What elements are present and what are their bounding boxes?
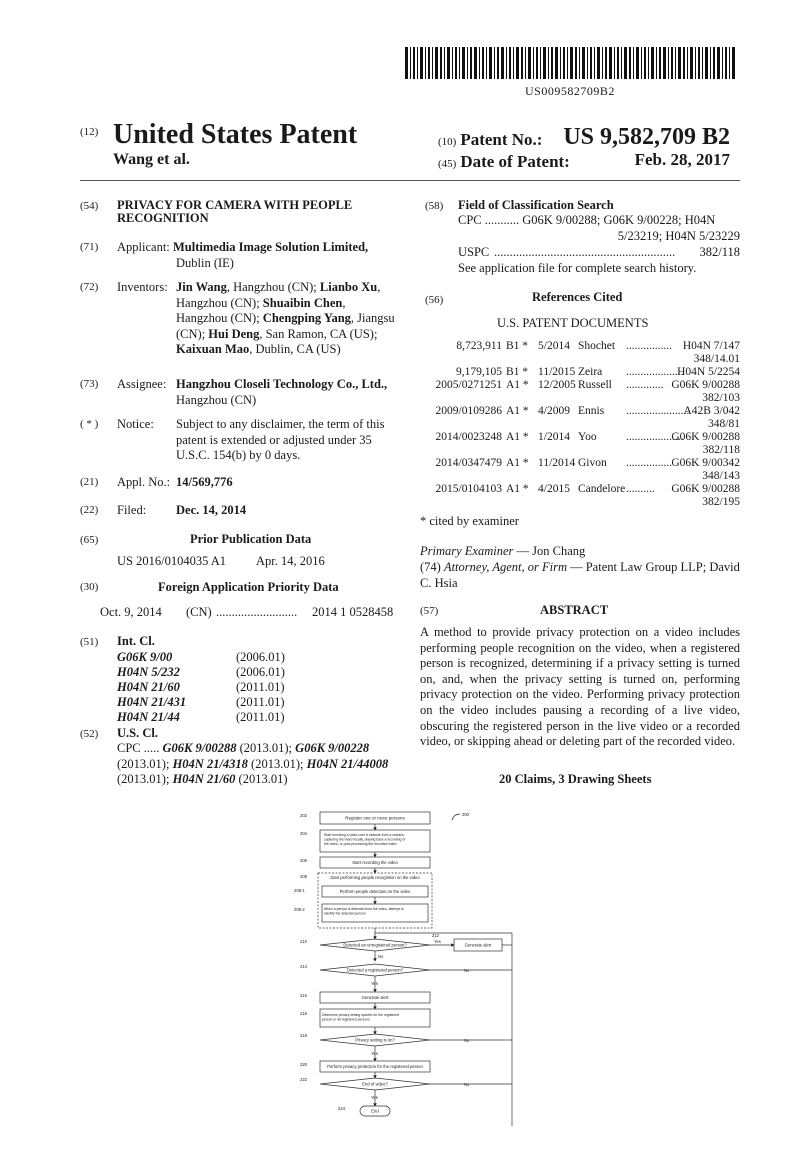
reference-dots: ......................	[626, 405, 690, 417]
filed-label: Filed:	[117, 503, 147, 517]
step-text: Register one or more persons	[345, 815, 405, 821]
reference-name: Russell	[578, 379, 612, 391]
reference-kind: B1 *	[506, 340, 529, 352]
us-patent-documents-heading: U.S. PATENT DOCUMENTS	[497, 316, 649, 330]
int-cl-class: G06K 9/00	[117, 650, 173, 664]
notice-label: Notice:	[117, 417, 154, 431]
no-label: No	[464, 1082, 470, 1087]
patent-type-title: United States Patent	[113, 119, 358, 150]
reference-class: G06K 9/00288	[671, 431, 740, 443]
applicant-location: Dublin (IE)	[176, 255, 234, 270]
reference-kind: A1 *	[506, 457, 529, 469]
inventor-name: Shuaibin Chen	[262, 295, 343, 310]
abstract-heading: ABSTRACT	[540, 603, 609, 617]
inventor-name: Chengping Yang	[262, 311, 351, 325]
decision-text: Privacy setting is on?	[355, 1037, 395, 1043]
step-text-line: identify the detected person	[324, 911, 366, 916]
step-ref: 218	[300, 1033, 307, 1038]
inventor-location: , San Ramon, CA (US);	[259, 326, 378, 341]
inventor-location: , Dublin, CA (US)	[249, 342, 341, 356]
int-cl-class: H04N 21/431	[117, 695, 187, 709]
reference-number: 2015/0104103	[435, 483, 502, 495]
inid-code-58: (58)	[425, 200, 444, 212]
no-label: No	[464, 1038, 470, 1043]
no-label: No	[464, 968, 470, 973]
cpc-version: (2013.01);	[236, 741, 296, 755]
reference-number: 2005/0271251	[435, 379, 502, 391]
no-label: No	[378, 954, 384, 959]
inid-code-72: (72)	[80, 281, 99, 293]
invention-title-line2: RECOGNITION	[117, 211, 209, 225]
step-text: Start recording the video	[352, 860, 398, 865]
step-ref: 206	[300, 858, 307, 863]
inid-code-71: (71)	[80, 241, 99, 253]
int-cl-version: (2006.01)	[236, 665, 285, 679]
step-ref: 204	[300, 831, 307, 836]
inid-code-51: (51)	[80, 636, 99, 648]
step-ref: 208-2	[294, 907, 305, 912]
references-heading: References Cited	[532, 290, 623, 304]
reference-class: H04N 7/147	[682, 340, 740, 352]
int-cl-class: H04N 21/44	[117, 710, 180, 724]
cited-by-examiner: * cited by examiner	[420, 514, 519, 528]
reference-subclass: 348/81	[708, 418, 740, 430]
fig-number: 200	[462, 812, 469, 817]
reference-kind: A1 *	[506, 405, 529, 417]
decision-text: Detected an unregistered person?	[343, 942, 407, 948]
reference-kind: A1 *	[506, 483, 529, 495]
reference-name: Ennis	[578, 405, 605, 417]
applicant-name: Multimedia Image Solution Limited,	[173, 240, 369, 254]
inid-code-22: (22)	[80, 504, 99, 516]
step-text: Perform privacy protection for the registered person	[327, 1064, 423, 1069]
int-cl-version: (2006.01)	[236, 650, 285, 664]
reference-dots: ....................	[626, 431, 684, 443]
primary-examiner-name: — Jon Chang	[513, 544, 586, 558]
reference-number: 2009/0109286	[435, 405, 502, 417]
us-cl-heading: U.S. Cl.	[117, 726, 158, 740]
reference-name: Candelore	[578, 483, 626, 495]
flowchart-svg	[282, 808, 522, 1148]
reference-subclass: 348/143	[702, 470, 740, 482]
claims-summary: 20 Claims, 3 Drawing Sheets	[499, 772, 652, 786]
assignee	[176, 377, 399, 408]
foreign-priority-date: Oct. 9, 2014	[100, 605, 162, 619]
inventor-location: , Hangzhou (CN);	[176, 280, 381, 310]
reference-subclass: 382/195	[702, 496, 740, 508]
int-cl-version: (2011.01)	[236, 695, 285, 709]
reference-class: G06K 9/00288	[671, 483, 740, 495]
int-cl-heading: Int. Cl.	[117, 634, 155, 648]
reference-kind: B1 *	[506, 366, 529, 378]
reference-row	[430, 431, 740, 457]
step-ref: 220	[300, 1062, 307, 1067]
notice-code: ( * )	[80, 418, 99, 430]
reference-date: 4/2015	[538, 483, 570, 495]
attorney	[420, 560, 750, 591]
applicant	[173, 240, 399, 271]
cpc-version: (2013.01);	[247, 756, 307, 771]
reference-class: A42B 3/042	[683, 405, 740, 417]
int-cl-version: (2011.01)	[236, 710, 285, 724]
yes-label: Yes	[434, 939, 441, 944]
reference-row	[430, 379, 740, 405]
step-text	[324, 833, 405, 846]
abstract-text: A method to provide privacy protection on a video includes performing people recognition on the video, when a registered person is recognized, determining if a privacy setting is turned on, and, when the privacy setting is turned on, performing privacy protection on the video. Performing privacy protection on the video includes pausing a recording of a live video, obscuring the registered person in the live video or a recorded video, or skipping ahead or deleting part of the recorded video.	[420, 625, 740, 749]
step-text-line: Determine privacy setting specific for the registered	[322, 1013, 400, 1017]
cpc-class: G06K 9/00288	[162, 741, 237, 755]
invention-title-line1: PRIVACY FOR CAMERA WITH PEOPLE	[117, 198, 353, 212]
assignee-location: Hangzhou (CN)	[176, 392, 257, 407]
inid-code-56: (56)	[425, 294, 444, 306]
inid-code-52: (52)	[80, 728, 99, 740]
applicant-label: Applicant:	[117, 240, 170, 254]
authors: Wang et al.	[113, 151, 190, 168]
attorney-label: Attorney, Agent, or Firm	[443, 560, 567, 574]
step-ref: 224	[338, 1106, 345, 1111]
inid-code-65: (65)	[80, 534, 99, 546]
foreign-priority-country: (CN)	[186, 605, 212, 619]
inventor-location: , Hangzhou (CN);	[176, 295, 346, 325]
decision-text: End of video?	[362, 1081, 388, 1087]
primary-examiner	[420, 544, 585, 560]
step-text: Generate alert	[464, 942, 492, 948]
foreign-priority-number: 2014 1 0528458	[312, 605, 394, 619]
reference-dots: .............	[626, 379, 664, 391]
step-text-line: When a person is detected from the video, attempt to	[324, 907, 404, 911]
uspc-label: USPC	[458, 245, 490, 259]
reference-name: Shochet	[578, 340, 616, 352]
date-of-patent-label-text: Date of Patent:	[460, 152, 570, 171]
notice-text: Subject to any disclaimer, the term of this patent is extended or adjusted under 35 U.S.C. 154(b) by 0 days.	[176, 417, 385, 462]
step-ref: 215	[300, 993, 307, 998]
step-text-line: person or all registered persons	[322, 1017, 370, 1022]
reference-dots: ................	[626, 340, 672, 352]
yes-label: Yes	[371, 981, 378, 986]
step-text-line: the video, or post-processing the recorded video	[324, 841, 397, 846]
inid-code-54: (54)	[80, 200, 99, 212]
inid-code-57: (57)	[420, 605, 439, 617]
reference-date: 5/2014	[538, 340, 570, 352]
step-text: Start performing people recognition on the video	[330, 875, 420, 880]
reference-date: 12/2005	[538, 379, 576, 391]
reference-date: 11/2015	[538, 366, 576, 378]
int-cl-class: H04N 21/60	[117, 680, 180, 694]
reference-date: 4/2009	[538, 405, 570, 417]
reference-class: G06K 9/00288	[671, 379, 740, 391]
reference-subclass: 382/118	[702, 444, 740, 456]
uspc-dots: ..........................................................	[494, 245, 676, 259]
inventor-location: , Jiangsu (CN);	[176, 311, 395, 341]
cpc-class: G06K 9/00228	[295, 741, 370, 755]
flowchart-figure	[282, 808, 522, 1148]
reference-class: H04N 5/2254	[677, 366, 740, 378]
inid-code-12: (12)	[80, 126, 99, 138]
primary-examiner-label: Primary Examiner	[420, 544, 514, 558]
patent-number: US 9,582,709 B2	[563, 124, 730, 150]
inventors-list	[176, 280, 399, 358]
field-search-cpc-line1: CPC ........... G06K 9/00288; G06K 9/00228; H04N	[458, 213, 716, 227]
inid-code-30: (30)	[80, 581, 99, 593]
step-text-line: Start receiving a video over a network from a camera,	[324, 833, 405, 837]
reference-subclass: 382/103	[702, 392, 740, 404]
inventor-location: , Hangzhou (CN);	[226, 280, 320, 294]
reference-row	[430, 405, 740, 431]
reference-date: 11/2014	[538, 457, 576, 469]
prior-publication-heading: Prior Publication Data	[190, 532, 312, 546]
field-search-heading: Field of Classification Search	[458, 198, 614, 212]
reference-number: 2014/0023248	[435, 431, 502, 443]
step-ref: 222	[300, 1077, 307, 1082]
reference-dots: ..........	[626, 483, 655, 495]
reference-row	[430, 483, 740, 509]
prior-publication-number: US 2016/0104035 A1	[117, 554, 227, 568]
step-ref: 210	[300, 939, 307, 944]
inventors-label: Inventors:	[117, 280, 168, 294]
step-text: Generate alert	[361, 995, 389, 1000]
reference-row	[430, 340, 740, 366]
uspc-value: 382/118	[699, 245, 740, 259]
step-ref: 208-1	[294, 888, 305, 893]
step-text: Perform people detection on the video	[339, 889, 411, 894]
reference-name: Givon	[578, 457, 607, 469]
inid-code-21: (21)	[80, 476, 99, 488]
fig-number-hook	[452, 814, 460, 820]
appl-no-label: Appl. No.:	[117, 475, 171, 489]
barcode	[405, 47, 735, 79]
foreign-priority-dots: ..........................	[216, 605, 298, 619]
prior-publication-date: Apr. 14, 2016	[256, 554, 325, 568]
header-divider	[80, 180, 740, 181]
see-application-note: See application file for complete search history.	[458, 261, 697, 275]
yes-label: Yes	[371, 1051, 378, 1056]
patent-no-label-text: Patent No.:	[460, 130, 543, 149]
reference-number: 8,723,911	[456, 340, 502, 352]
reference-number: 9,179,105	[456, 366, 502, 378]
cpc-version: (2013.01);	[117, 772, 173, 786]
inid-code-73: (73)	[80, 378, 99, 390]
inventor-name: Lianbo Xu	[319, 280, 378, 294]
reference-name: Zeira	[578, 366, 603, 378]
assignee-name: Hangzhou Closeli Technology Co., Ltd.,	[176, 377, 388, 391]
assignee-label: Assignee:	[117, 377, 167, 391]
reference-row	[430, 457, 740, 483]
inid-code-45: (45)	[438, 158, 457, 170]
date-of-patent: Feb. 28, 2017	[634, 150, 730, 169]
reference-kind: A1 *	[506, 431, 529, 443]
decision-text: Detected a registered person?	[346, 967, 404, 973]
step-text-line: capturing the video locally, playing back a recording of	[324, 837, 406, 842]
attorney-name: — Patent Law Group LLP; David C. Hsia	[420, 560, 740, 590]
reference-name: Yoo	[578, 431, 597, 443]
int-cl-class: H04N 5/232	[117, 665, 180, 679]
cpc-class: H04N 21/60	[172, 772, 236, 786]
appl-no: 14/569,776	[176, 475, 233, 489]
reference-dots: ....................	[626, 366, 684, 378]
step-ref: 214	[300, 964, 307, 969]
document-number: US009582709B2	[525, 84, 615, 98]
yes-label: Yes	[371, 1095, 378, 1100]
cpc-version: (2013.01);	[117, 756, 173, 771]
field-search-cpc-line2: 5/23219; H04N 5/23229	[617, 229, 740, 243]
cpc-version: (2013.01)	[235, 772, 288, 786]
inid-code-10: (10)	[438, 136, 457, 148]
foreign-priority-heading: Foreign Application Priority Data	[158, 580, 339, 594]
reference-date: 1/2014	[538, 431, 570, 443]
step-ref: 202	[300, 813, 307, 818]
step-text: End	[371, 1108, 379, 1114]
filed-date: Dec. 14, 2014	[176, 503, 247, 517]
patent-no-label	[438, 130, 542, 150]
step-ref: 208	[300, 874, 307, 879]
inventor-name: Hui Deng	[208, 326, 260, 341]
reference-number: 2014/0347479	[435, 457, 502, 469]
cpc-class: H04N 21/44008	[306, 756, 389, 771]
cpc-label: CPC .....	[117, 741, 160, 755]
inid-code-74: (74)	[420, 560, 444, 574]
step-ref: 216	[300, 1011, 307, 1016]
reference-kind: A1 *	[506, 379, 529, 391]
date-of-patent-label	[438, 152, 570, 172]
us-cl-cpc	[117, 741, 397, 788]
int-cl-version: (2011.01)	[236, 680, 285, 694]
cpc-class: H04N 21/4318	[172, 756, 248, 771]
reference-subclass: 348/14.01	[693, 353, 740, 365]
inventor-name: Kaixuan Mao	[176, 342, 250, 356]
step-ref: 212	[432, 933, 439, 938]
reference-dots: ................	[626, 457, 672, 469]
inventor-name: Jin Wang	[176, 280, 227, 294]
reference-class: G06K 9/00342	[671, 457, 740, 469]
